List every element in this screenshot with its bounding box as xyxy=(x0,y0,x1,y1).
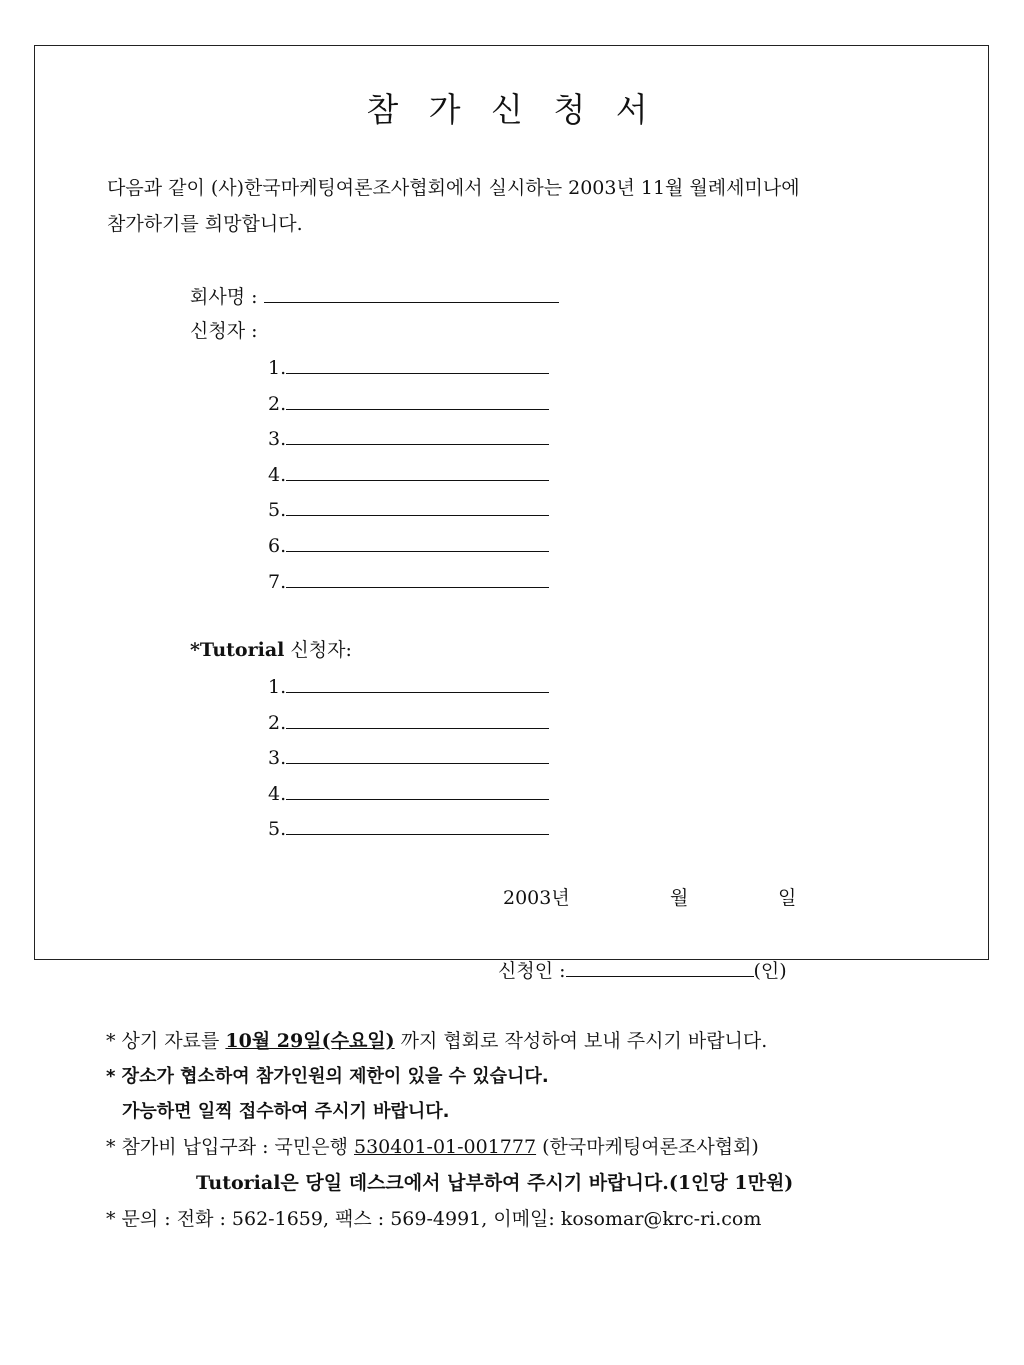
fill-in-blank[interactable] xyxy=(286,569,549,588)
numbered-blank-row xyxy=(268,497,549,522)
intro-line-1: 다음과 같이 (사)한국마케팅여론조사협회에서 실시하는 2003년 11월 월례세미나에 xyxy=(107,177,800,199)
company-row xyxy=(190,284,559,309)
row-number: 2. xyxy=(268,711,287,734)
row-number: 1. xyxy=(268,676,287,698)
fill-in-blank[interactable] xyxy=(286,533,549,552)
note-venue-line-1: * 장소가 협소하여 참가인원의 제한이 있을 수 있습니다. xyxy=(106,1066,549,1087)
applicant-label: 신청자 : xyxy=(190,320,258,342)
numbered-blank-row xyxy=(268,710,549,735)
row-number: 4. xyxy=(268,463,287,486)
note-tutorial-word: Tutorial xyxy=(196,1172,281,1194)
tutorial-label-bold: *Tutorial xyxy=(190,639,285,661)
row-number: 6. xyxy=(268,535,287,557)
numbered-blank-row xyxy=(268,745,549,770)
fill-in-blank[interactable] xyxy=(286,426,549,445)
numbered-blank-row xyxy=(268,569,549,594)
numbered-blank-row xyxy=(268,462,549,487)
row-number: 5. xyxy=(268,818,287,841)
fill-in-blank[interactable] xyxy=(286,674,549,693)
fill-in-blank[interactable] xyxy=(286,816,549,835)
fill-in-blank[interactable] xyxy=(286,745,549,764)
note-payment-post: (한국마케팅여론조사협회) xyxy=(536,1136,759,1158)
numbered-blank-row xyxy=(268,781,549,806)
note-tutorial-fee xyxy=(196,1171,793,1195)
fill-in-blank[interactable] xyxy=(286,710,549,729)
intro-line-2: 참가하기를 희망합니다. xyxy=(107,213,303,235)
fill-in-blank[interactable] xyxy=(286,781,549,800)
numbered-blank-row xyxy=(268,816,549,841)
note-deadline xyxy=(106,1029,767,1053)
form-title: 참 가 신 청 서 xyxy=(366,90,658,129)
fill-in-blank[interactable] xyxy=(286,497,549,516)
numbered-blank-row xyxy=(268,391,549,416)
bank-account-number: 530401-01-001777 xyxy=(354,1136,537,1158)
row-number: 4. xyxy=(268,782,287,805)
row-number: 1. xyxy=(268,357,287,379)
note-venue-line-2: 가능하면 일찍 접수하여 주시기 바랍니다. xyxy=(122,1101,450,1122)
note-tutorial-rest: 은 당일 데스크에서 납부하여 주시기 바랍니다.(1인당 1만원) xyxy=(280,1172,794,1194)
company-blank[interactable] xyxy=(264,284,559,303)
company-label: 회사명 : xyxy=(190,286,258,308)
tutorial-label-rest: 신청자: xyxy=(284,639,352,661)
fill-in-blank[interactable] xyxy=(286,355,549,374)
fill-in-blank[interactable] xyxy=(286,462,549,481)
tutorial-label xyxy=(190,638,352,662)
row-number: 3. xyxy=(268,747,287,770)
signer-blank[interactable] xyxy=(566,958,754,977)
numbered-blank-row xyxy=(268,674,549,699)
signer-label: 신청인 : xyxy=(498,960,566,982)
note-deadline-pre: * 상기 자료를 xyxy=(106,1030,226,1052)
date-day: 일 xyxy=(778,887,797,909)
signer-row xyxy=(498,958,787,983)
date-year: 2003년 xyxy=(503,887,570,909)
row-number: 5. xyxy=(268,499,287,522)
row-number: 2. xyxy=(268,392,287,415)
note-payment xyxy=(106,1135,759,1159)
deadline-date: 10월 29일(수요일) xyxy=(225,1030,395,1052)
row-number: 3. xyxy=(268,428,287,451)
seal-mark: (인) xyxy=(753,960,787,982)
date-month: 월 xyxy=(670,887,689,909)
note-payment-pre: * 참가비 납입구좌 : 국민은행 xyxy=(106,1136,354,1158)
numbered-blank-row xyxy=(268,533,549,558)
row-number: 7. xyxy=(268,570,287,593)
note-contact: * 문의 : 전화 : 562-1659, 팩스 : 569-4991, 이메일: kosomar@krc-ri.com xyxy=(106,1208,762,1230)
numbered-blank-row xyxy=(268,426,549,451)
numbered-blank-row xyxy=(268,355,549,380)
note-deadline-post: 까지 협회로 작성하여 보내 주시기 바랍니다. xyxy=(394,1030,768,1052)
fill-in-blank[interactable] xyxy=(286,391,549,410)
